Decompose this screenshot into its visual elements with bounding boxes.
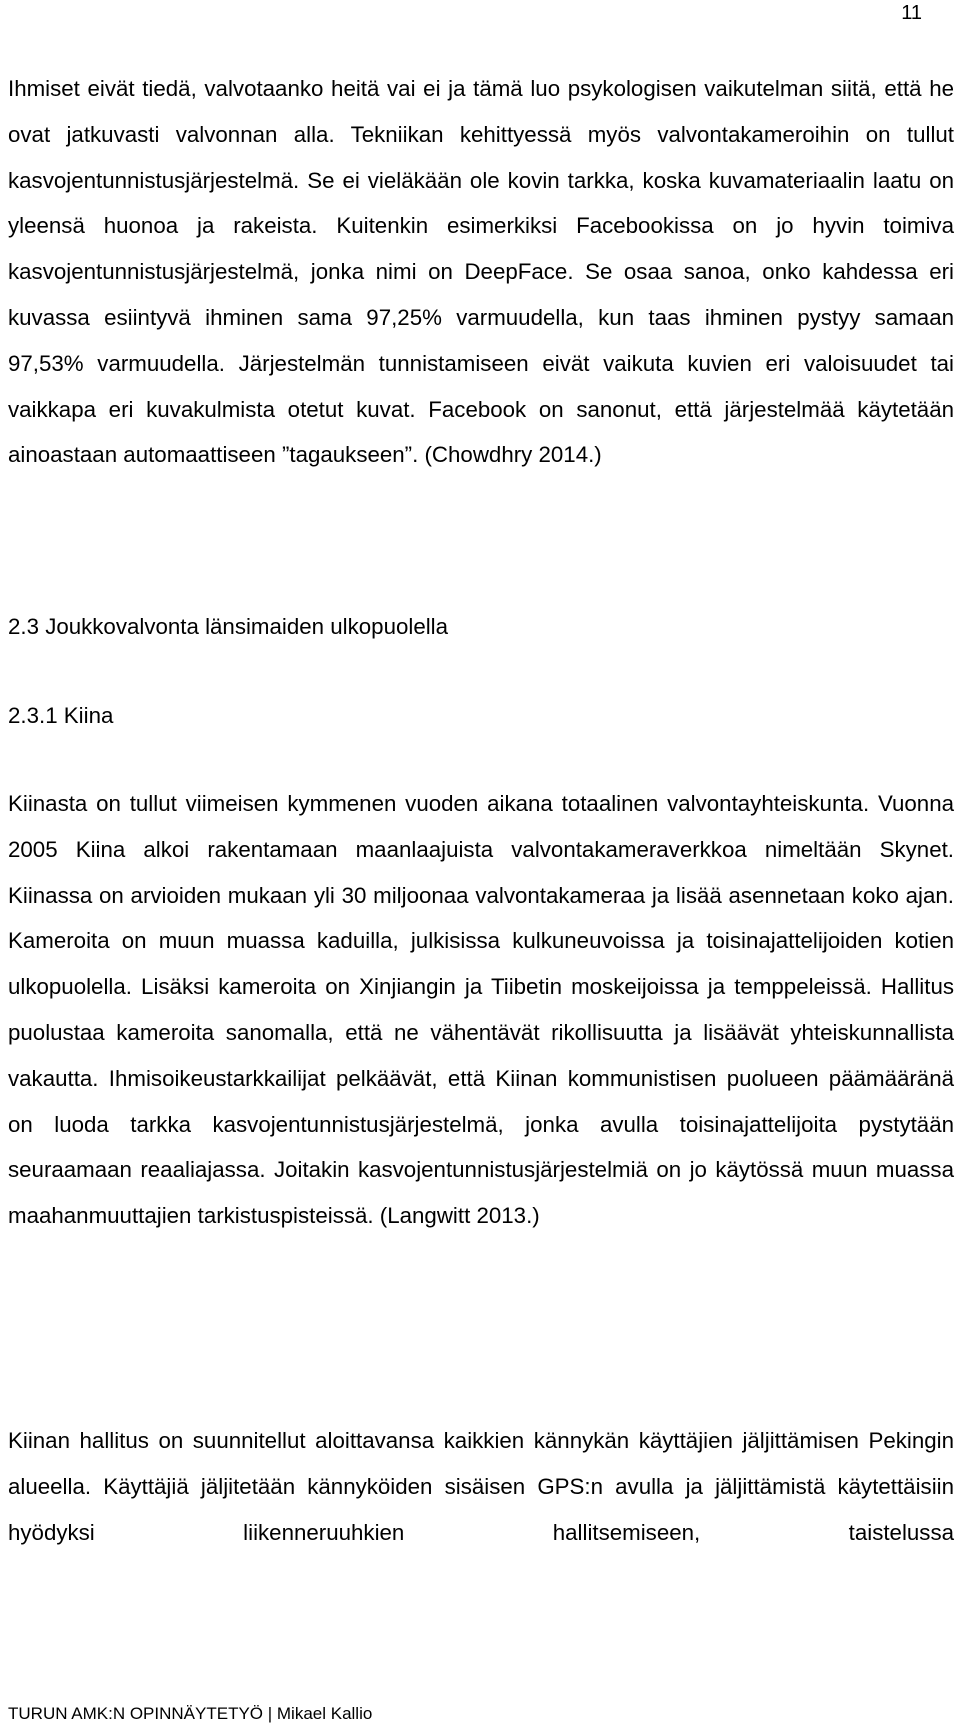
paragraph-china-surveillance [8,781,954,1239]
section-heading-2-3: 2.3 Joukkovalvonta länsimaiden ulkopuolella [8,614,449,639]
body-paragraph: Ihmiset eivät tiedä, valvotaanko heitä vai ei ja tämä luo psykologisen vaikutelman siitä, että he ovat jatkuvasti valvonnan alla. Tekniikan kehittyessä myös valvontakameroihin on tullut kasvojentunnistusjärjestelmä. Se ei vieläkään ole kovin tarkka, koska kuvamateriaalin laatu on yleensä huonoa ja rakeista. Kuitenkin esimerkiksi Facebookissa on jo hyvin toimiva kasvojentunnistusjärjestelmä, jonka nimi on DeepFace. Se osaa sanoa, onko kahdessa eri kuvassa esiintyvä ihminen sama 97,25% varmuudella, kun taas ihminen pystyy samaan 97,53% varmuudella. Järjestelmän tunnistamiseen eivät vaikuta kuvien eri valoisuudet tai vaikkapa eri kuvakulmista otetut kuvat. Facebook on sanonut, että järjestelmää käytetään ainoastaan automaattiseen ”tagaukseen”. (Chowdhry 2014.) [8,76,954,468]
page-number: 11 [901,2,922,24]
page-footer: TURUN AMK:N OPINNÄYTETYÖ | Mikael Kallio [8,1704,373,1723]
body-paragraph: Kiinasta on tullut viimeisen kymmenen vuoden aikana totaalinen valvontayhteiskunta. Vuonna 2005 Kiina alkoi rakentamaan maanlaajuista valvontakameraverkkoa nimeltään Skynet. Kiinassa on arvioiden mukaan yli 30 miljoonaa valvontakameraa ja lisää asennetaan koko ajan. Kameroita on muun muassa kaduilla, julkisissa kulkuneuvoissa ja toisinajattelijoiden kotien ulkopuolella. Lisäksi kameroita on Xinjiangin ja Tiibetin moskeijoissa ja temppeleissä. Hallitus puolustaa kameroita sanomalla, että ne vähentävät rikollisuutta ja lisäävät yhteiskunnallista vakautta. Ihmisoikeustarkkailijat pelkäävät, että Kiinan kommunistisen puolueen päämääränä on luoda tarkka kasvojentunnistusjärjestelmä, jonka avulla toisinajattelijoita pystytään seuraamaan reaaliajassa. Joitakin kasvojentunnistusjärjestelmiä on jo käytössä muun muassa maahanmuuttajien tarkistuspisteissä. (Langwitt 2013.) [8,791,954,1229]
body-paragraph: Kiinan hallitus on suunnitellut aloittavansa kaikkien kännykän käyttäjien jäljittämisen Pekingin alueella. Käyttäjiä jäljitetään kännyköiden sisäisen GPS:n avulla ja jäljittämistä käytettäisiin hyödyksi liikenneruuhkien hallitsemiseen, taistelussa [8,1428,954,1545]
paragraph-surveillance-facial-recognition [8,66,954,478]
subsection-heading-2-3-1: 2.3.1 Kiina [8,703,114,728]
paragraph-china-phone-tracking [8,1418,954,1555]
